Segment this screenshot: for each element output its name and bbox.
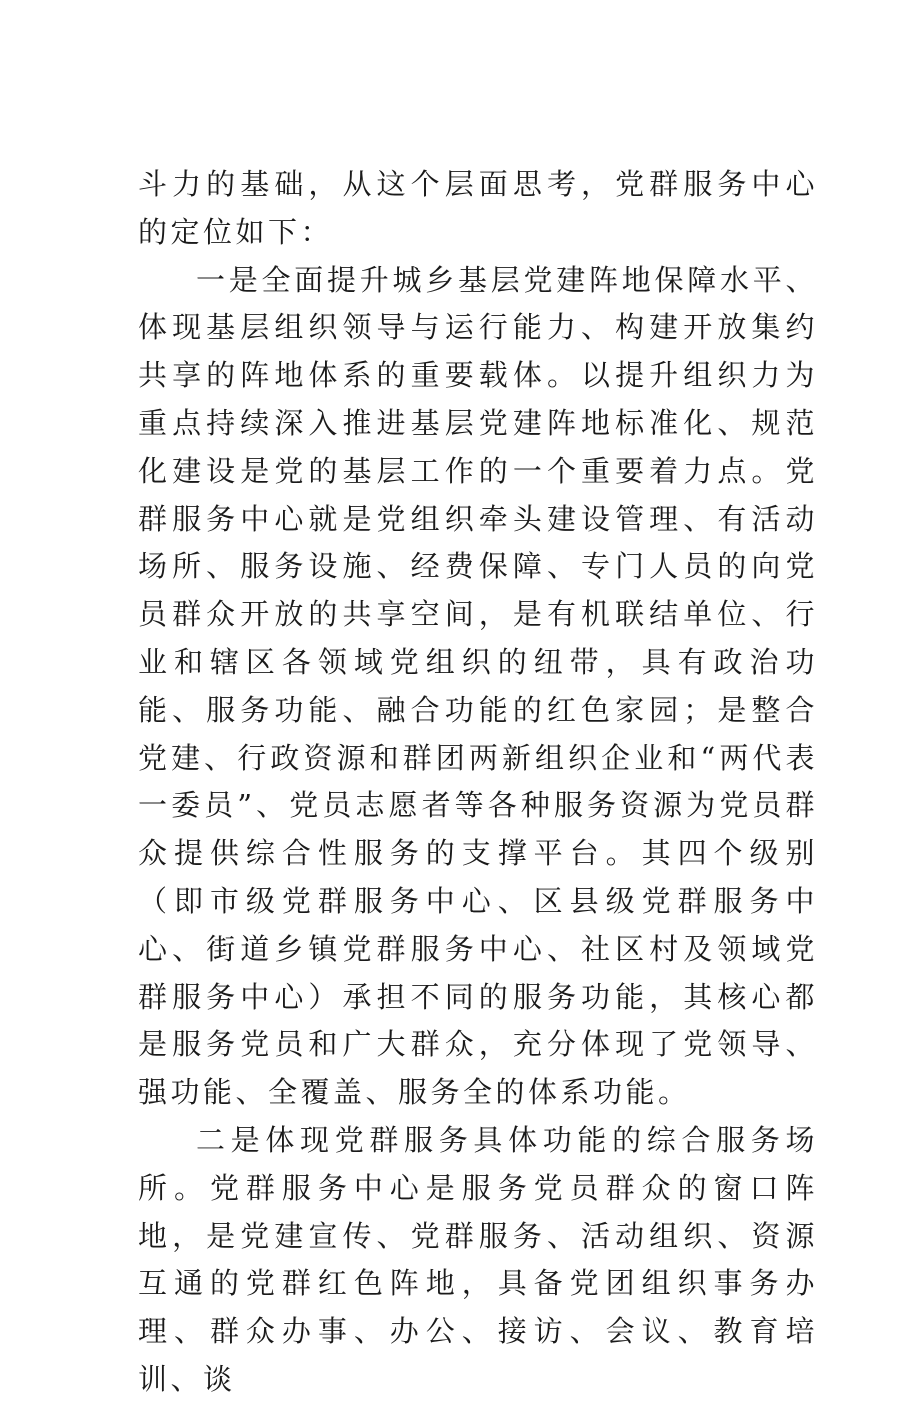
paragraph-second-point: 二是体现党群服务具体功能的综合服务场所。党群服务中心是服务党员群众的窗口阵地，是党建宣传、党群服务、活动组织、资源互通的党群红色阵地，具备党团组织事务办理、群众办事、办公、接访、会议、教育培训、谈 [138, 1122, 818, 1396]
body-text [138, 161, 818, 1404]
paragraph-first-point: 一是全面提升城乡基层党建阵地保障水平、体现基层组织领导与运行能力、构建开放集约共享的阵地体系的重要载体。以提升组织力为重点持续深入推进基层党建阵地标准化、规范化建设是党的基层工作的一个重要着力点。党群服务中心就是党组织牵头建设管理、有活动场所、服务设施、经费保障、专门人员的向党员群众开放的共享空间，是有机联结单位、行业和辖区各领域党组织的纽带，具有政治功能、服务功能、融合功能的红色家园；是整合党建、行政资源和群团两新组织企业和“两代表一委员”、党员志愿者等各种服务资源为党员群众提供综合性服务的支撑平台。其四个级别（即市级党群服务中心、区县级党群服务中心、街道乡镇党群服务中心、社区村及领域党群服务中心）承担不同的服务功能，其核心都是服务党员和广大群众，充分体现了党领导、强功能、全覆盖、服务全的体系功能。 [138, 262, 818, 1110]
paragraph-continuation: 斗力的基础，从这个层面思考，党群服务中心的定位如下： [138, 167, 818, 249]
